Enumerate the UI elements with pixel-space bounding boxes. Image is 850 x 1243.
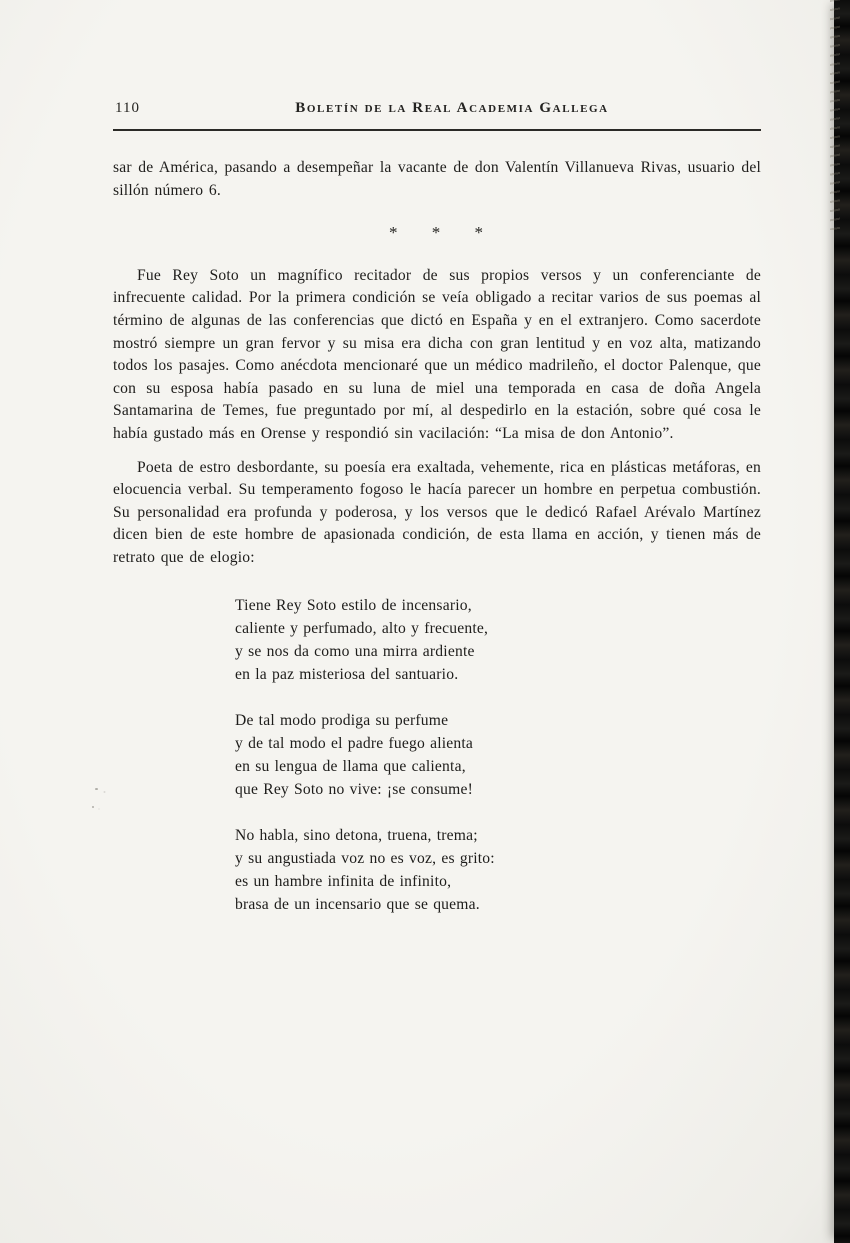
header-rule xyxy=(113,129,761,131)
poem-line: No habla, sino detona, truena, trema; xyxy=(235,826,478,844)
scan-noise xyxy=(92,806,94,808)
poem-line: que Rey Soto no vive: ¡se consume! xyxy=(235,780,474,798)
poem-stanza xyxy=(235,594,761,686)
paragraph-continuation: sar de América, pasando a desempeñar la vacante de don Valentín Villanueva Rivas, usuario del sillón número 6. xyxy=(113,159,761,199)
poem-line: brasa de un incensario que se quema. xyxy=(235,895,480,913)
journal-title: Boletín de la Real Academia Gallega xyxy=(295,100,609,116)
page-content xyxy=(113,0,761,939)
poem-stanza xyxy=(235,824,761,916)
poem-line: caliente y perfumado, alto y frecuente, xyxy=(235,619,489,637)
scan-noise xyxy=(95,788,98,790)
poem-stanza xyxy=(235,709,761,801)
paragraph: Poeta de estro desbordante, su poesía era exaltada, vehemente, rica en plásticas metáforas, en elocuencia verbal. Su temperamento fogoso le hacía parecer un hombre en perpetua combustión. Su personalidad era profunda y poderosa, y los versos que le dedicó Rafael Arévalo Martínez dicen bien de este hombre de apasionada condición, de esta llama en acción, y tienen más de retrato que de elogio: xyxy=(113,458,761,566)
section-separator: * * * xyxy=(389,223,485,243)
poem-line: y de tal modo el padre fuego alienta xyxy=(235,734,474,752)
poem-line: Tiene Rey Soto estilo de incensario, xyxy=(235,596,472,614)
poem-line: y se nos da como una mirra ardiente xyxy=(235,642,475,660)
scan-edge-texture xyxy=(830,0,840,230)
page-number: 110 xyxy=(115,100,140,116)
poem-line: en su lengua de llama que calienta, xyxy=(235,757,466,775)
paragraph: Fue Rey Soto un magnífico recitador de sus propios versos y un conferenciante de infrecuente calidad. Por la primera condición se veía obligado a recitar varios de sus poemas al término de algunas de las conferencias que dictó en España y en el extranjero. Como sacerdote mostró siempre un gran fervor y su misa era dicha con gran lentitud y en voz alta, matizando todos los pasajes. Como anécdota mencionaré que un médico madrileño, el doctor Palenque, que con su esposa había pasado en su luna de miel una temporada en casa de doña Angela Santamarina de Temes, fue preguntado por mí, al despedirlo en la estación, sobre qué cosa le había gustado más en Orense y respondió sin vacilación: “La misa de don Antonio”. xyxy=(113,266,761,442)
poem-line: De tal modo prodiga su perfume xyxy=(235,711,449,729)
poem-line: en la paz misteriosa del santuario. xyxy=(235,665,459,683)
document-body xyxy=(113,157,761,916)
page-header xyxy=(113,100,761,122)
poem xyxy=(235,594,761,916)
poem-line: es un hambre infinita de infinito, xyxy=(235,872,452,890)
poem-line: y su angustiada voz no es voz, es grito: xyxy=(235,849,495,867)
